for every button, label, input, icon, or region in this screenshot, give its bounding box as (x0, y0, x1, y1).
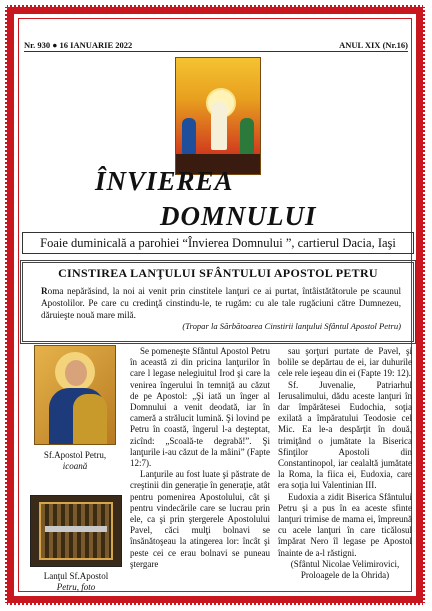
article-column-middle (130, 346, 270, 570)
article-paragraph: Sf. Juvenalie, Patriarhul Ierusalimului, dădu aceste lanţuri în dar împărătesei Eudochia, soţia exilată a împăratului Teodosie cel Mic. Ea le-a despărţit în două, trimiţând o jumătate la Biserica Sfinţilor Apostoli din Constantinopol, iar cealaltă jumătate la Roma, la fiica ei, Eudoxia, care era soţia lui Valentinian III. (278, 379, 412, 491)
apostle-peter-icon-image (34, 345, 116, 445)
feature-body: oma nepărăsind, la noi ai venit prin cinstitele lanţuri ce ai purtat, întâistătătorule pe scaunul Apostolilor. Pe care cu credinţă cinstindu-le, te rugăm: cu ale tale rugăciuni către Dumnezeu, dăruieşte nouă mare milă. (41, 286, 401, 320)
masthead-title-line2: DOMNULUI (160, 201, 317, 231)
article-paragraph: Eudoxia a zidit Biserica Sfântului Petru şi a pus în ea aceste sfinte lanţuri trimise de mama ei, împreună cu acele lanţuri în care ticălosul împărat Nero îl legase pe Apostol înainte de a-l răstigni. (278, 491, 412, 558)
header-divider (24, 51, 408, 52)
chains-photo-caption (30, 571, 122, 593)
signature-line: (Sfântul Nicolae Velimirovici, (290, 558, 400, 569)
caption-line: Petru, foto (56, 582, 96, 592)
issue-year: ANUL XIX (Nr.16) (339, 40, 408, 50)
feature-box (20, 260, 416, 344)
article-paragraph: Se pomeneşte Sfântul Apostol Petru în această zi din pricina lanţurilor în care l legase nelegiuitul Irod şi care la venirea îngerului în temniţă au căzut de pe Apostol: „Şi iată un înger al Domnului a venit deodată, iar în cameră a strălucit lumină. Şi lovind pe Petru în coastă, îngerul l-a deşteptat, zicînd: „Scoală-te degrabă!”. Şi lanţurile i-au căzut de la mâini” (Fapte 12:7). (130, 346, 270, 469)
caption-line: Lanţul Sf.Apostol (43, 571, 109, 581)
article-column-right (278, 346, 412, 581)
resurrection-icon-image (175, 57, 261, 175)
caption-line: Sf.Apostol Petru, (43, 450, 107, 460)
caption-line: icoană (62, 461, 88, 471)
feature-dropcap: R (41, 286, 48, 296)
chains-photo-image (30, 495, 122, 567)
issue-number: Nr. 930 ● 16 IANUARIE 2022 (24, 40, 133, 50)
feature-text (41, 285, 401, 321)
article-paragraph: Lanţurile au fost luate şi păstrate de creştinii din generaţie în generaţie, atât pentru pomenirea Apostolului, cât şi pentru vindecările care se lucrau prin ele, ca şi prin ştergerele Apostolului Pavel, căci mulţi bolnavi se însănătoşeau la atingerea lor: încât şi peste cei ce erau bolnavi se puneau ştergare (130, 469, 270, 569)
masthead-title-line1: ÎNVIEREA (95, 166, 234, 196)
article-signature (278, 559, 412, 581)
feature-title: CINSTIREA LANŢULUI SFÂNTULUI APOSTOL PETRU (58, 266, 378, 280)
apostle-icon-caption (34, 450, 116, 472)
article-paragraph: sau şorţuri purtate de Pavel, şi bolile se depărtau de ei, iar duhurile cele rele ieşeau din ei (Fapte 19: 12). (278, 346, 412, 379)
feature-source: (Tropar la Sărbătoarea Cinstirii lanţului Sfântul Apostol Petru) (182, 321, 401, 331)
masthead-subtitle: Foaie duminicală a parohiei “Învierea Domnului ”, cartierul Dacia, Iaşi (22, 232, 414, 254)
signature-line: Proloagele de la Ohrida) (300, 570, 390, 581)
